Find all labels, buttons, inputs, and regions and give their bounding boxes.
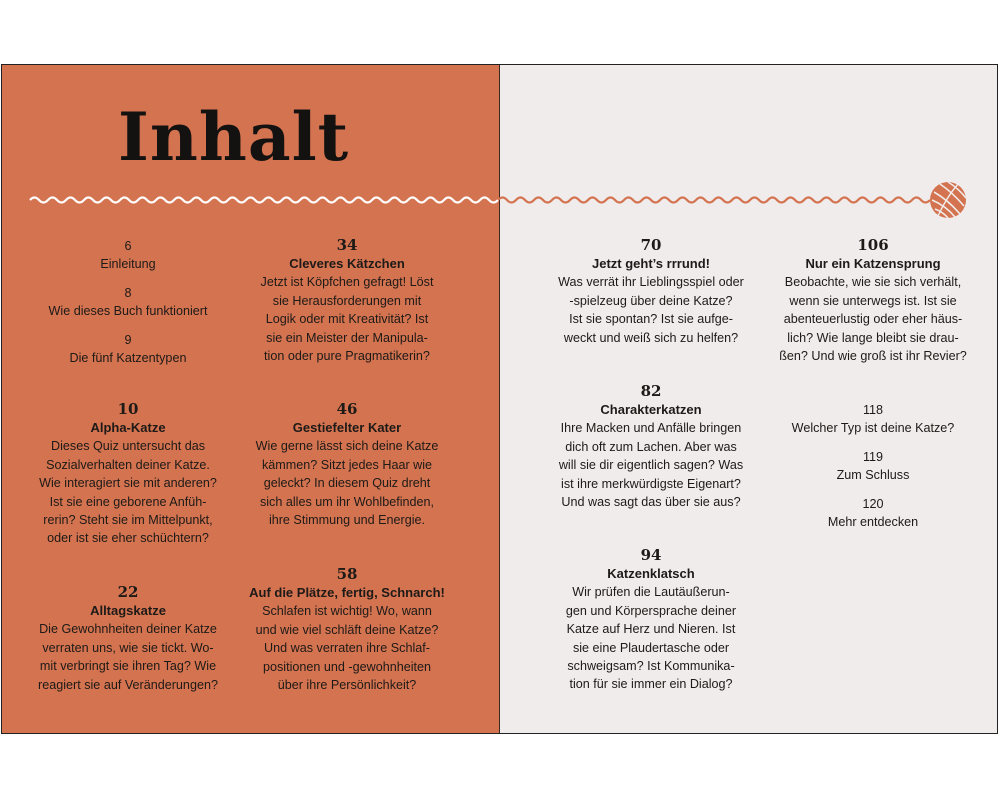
toc-column-4-outro (773, 401, 973, 547)
toc-column-1 (30, 237, 226, 383)
chapter-desc-line: über ihre Persönlichkeit? (277, 678, 417, 693)
toc-page-number: 118 (862, 403, 884, 417)
chapter-desc-line: Ist sie spontan? Ist sie aufge- (569, 312, 733, 327)
chapter-page-number: 94 (640, 546, 662, 564)
yarn-ball-icon (930, 182, 966, 218)
chapter-desc-line: abenteuerlustig oder eher häus- (783, 312, 963, 327)
chapter-title: Gestiefelter Kater (292, 420, 402, 435)
chapter-desc-line: gen und Körpersprache deiner (565, 603, 737, 618)
chapter-desc-line: ist ihre merkwürdigste Eigenart? (561, 476, 741, 491)
chapter-desc-line: Ihre Macken und Anfälle bringen (560, 421, 742, 436)
chapter-desc-line: Was verrät ihr Lieblingsspiel oder (558, 275, 744, 290)
chapter-title: Cleveres Kätzchen (289, 256, 405, 271)
chapter-desc-line: Jetzt ist Köpfchen gefragt! Löst (260, 275, 434, 290)
toc-title: Zum Schluss (836, 468, 910, 483)
chapter-desc-line: mit verbringt sie ihren Tag? Wie (39, 659, 217, 674)
chapter-desc-line: schweigsam? Ist Kommunika- (567, 659, 735, 674)
chapter-desc-line: oder ist sie eher schüchtern? (47, 531, 209, 546)
chapter-desc-line: tion oder pure Pragmatikerin? (264, 349, 430, 364)
chapter-desc-line: Die Gewohnheiten deiner Katze (39, 622, 217, 637)
chapter-page-number: 58 (336, 565, 358, 583)
chapter-desc-line: Wir prüfen die Lautäußerun- (572, 585, 730, 600)
chapter-desc-line: sie eine Plaudertasche oder (572, 640, 730, 655)
toc-entry-intro[interactable] (30, 237, 226, 274)
chapter-title: Charakterkatzen (600, 402, 702, 417)
chapter-desc-line: Dieses Quiz untersucht das (51, 439, 205, 454)
chapter-desc-line: verraten uns, wie sie tickt. Wo- (42, 640, 214, 655)
toc-page-number: 119 (862, 449, 884, 464)
chapter-desc-line: Und was verraten ihre Schlaf- (264, 641, 430, 656)
page-title: Inhalt (118, 98, 350, 176)
toc-entry-sprung[interactable] (773, 236, 973, 365)
chapter-page-number: 22 (117, 583, 139, 601)
chapter-desc-line: -spielzeug über deine Katze? (569, 293, 733, 308)
chapter-desc-line: sie Herausforderungen mit (272, 293, 422, 308)
chapter-desc-line: tion für sie immer ein Dialog? (569, 677, 733, 692)
chapter-title: Auf die Plätze, fertig, Schnarch! (249, 585, 445, 600)
chapter-desc-line: wenn sie unterwegs ist. Ist sie (789, 293, 957, 308)
toc-title: Wie dieses Buch funktioniert (48, 304, 208, 319)
chapter-desc-line: und wie viel schläft deine Katze? (255, 622, 439, 637)
toc-entry-rrrund[interactable] (553, 236, 749, 347)
toc-page-number: 8 (124, 285, 132, 300)
toc-entry-mehr[interactable] (773, 495, 973, 532)
chapter-title: Jetzt geht’s rrrund! (592, 256, 710, 271)
toc-title: Welcher Typ ist deine Katze? (791, 421, 955, 436)
chapter-desc-line: Sozialverhalten deiner Katze. (46, 457, 210, 472)
chapter-desc-line: Wie gerne lässt sich deine Katze (255, 439, 439, 454)
toc-page-number: 6 (124, 239, 132, 253)
toc-entry-schnarch[interactable] (243, 565, 451, 694)
toc-entry-gestiefelt[interactable] (249, 400, 445, 529)
wavy-line-divider (0, 170, 1000, 230)
chapter-desc-line: positionen und -gewohnheiten (262, 659, 432, 674)
chapter-desc-line: rerin? Steht sie im Mittelpunkt, (43, 513, 213, 528)
toc-title: Mehr entdecken (827, 515, 919, 530)
chapter-desc-line: reagiert sie auf Veränderungen? (38, 677, 218, 692)
toc-page-number: 9 (124, 332, 132, 347)
chapter-desc-line: Ist sie eine geborene Anfüh- (49, 494, 207, 509)
toc-entry-schluss[interactable] (773, 448, 973, 485)
chapter-desc-line: Schlafen ist wichtig! Wo, wann (262, 604, 432, 619)
toc-entry-alpha[interactable] (30, 400, 226, 548)
chapter-page-number: 106 (857, 236, 889, 254)
chapter-desc-line: ihre Stimmung und Energie. (268, 513, 426, 528)
chapter-page-number: 82 (640, 382, 662, 400)
chapter-desc-line: Wie interagiert sie mit anderen? (39, 476, 217, 491)
chapter-desc-line: will sie dir eigentlich sagen? Was (558, 458, 744, 473)
chapter-desc-line: kämmen? Sitzt jedes Haar wie (261, 457, 433, 472)
toc-title: Einleitung (100, 257, 156, 272)
chapter-desc-line: sie ein Meister der Manipula- (266, 330, 428, 345)
toc-entry-klatsch[interactable] (553, 546, 749, 694)
chapter-desc-line: lich? Wie lange bleibt sie drau- (787, 330, 959, 345)
chapter-title: Alltagskatze (90, 603, 166, 618)
chapter-desc-line: weckt und weiß sich zu helfen? (563, 330, 739, 345)
wave-right-segment (498, 198, 930, 203)
toc-page-number: 120 (862, 496, 884, 511)
toc-entry-charakter[interactable] (553, 382, 749, 511)
toc-entry-types[interactable] (30, 331, 226, 368)
toc-entry-clever[interactable] (249, 236, 445, 365)
toc-entry-welcher-typ[interactable] (773, 401, 973, 438)
chapter-title: Nur ein Katzensprung (805, 256, 941, 271)
toc-title: Die fünf Katzentypen (69, 351, 187, 366)
chapter-desc-line: ßen? Und wie groß ist ihr Revier? (779, 349, 967, 364)
chapter-page-number: 46 (336, 400, 358, 418)
chapter-page-number: 10 (117, 400, 139, 418)
chapter-page-number: 70 (640, 236, 662, 254)
chapter-desc-line: Beobachte, wie sie sich verhält, (784, 275, 962, 290)
chapter-desc-line: sich alles um ihr Wohlbefinden, (259, 494, 435, 509)
chapter-title: Alpha-Katze (90, 420, 166, 435)
chapter-desc-line: dich oft zum Lachen. Aber was (565, 439, 737, 454)
chapter-desc-line: Logik oder mit Kreativität? Ist (265, 312, 429, 327)
chapter-desc-line: Katze auf Herz und Nieren. Ist (566, 622, 736, 637)
chapter-desc-line: geleckt? In diesem Quiz dreht (263, 476, 431, 491)
toc-entry-alltag[interactable] (30, 583, 226, 694)
chapter-desc-line: Und was sagt das über sie aus? (561, 495, 741, 510)
wave-left-segment (30, 198, 498, 203)
toc-entry-how[interactable] (30, 284, 226, 321)
chapter-title: Katzenklatsch (607, 566, 695, 581)
chapter-page-number: 34 (336, 236, 358, 254)
